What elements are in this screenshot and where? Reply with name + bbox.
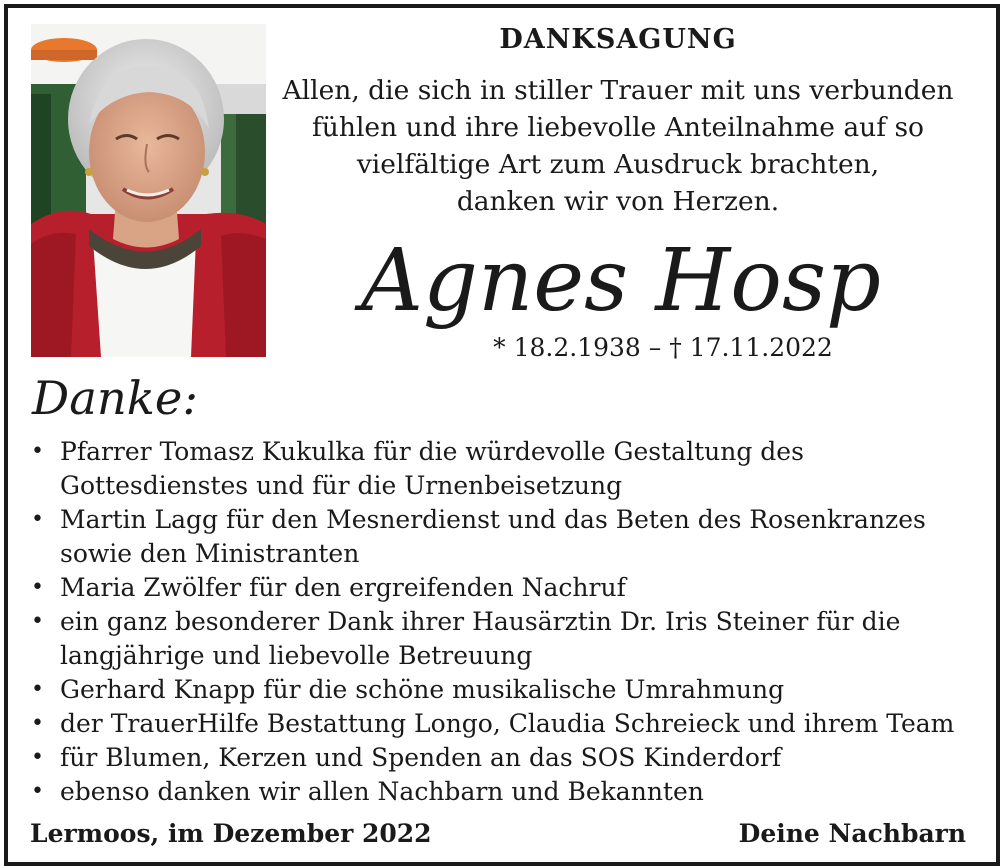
intro-line: danken wir von Herzen. (456, 186, 780, 217)
signature: Deine Nachbarn (738, 819, 966, 848)
list-item (28, 571, 978, 605)
intro-text (270, 72, 966, 220)
list-item-line: Maria Zwölfer für den ergreifenden Nachruf (60, 573, 626, 602)
life-dates: * 18.2.1938 – † 17.11.2022 (493, 333, 833, 362)
list-item-line: der TrauerHilfe Bestattung Longo, Claudia Schreieck und ihrem Team (60, 709, 955, 738)
list-item-line: ebenso danken wir allen Nachbarn und Bekannten (60, 777, 704, 806)
bullet-icon: • (31, 779, 44, 804)
deceased-name (346, 230, 896, 350)
thanks-list (28, 435, 978, 809)
portrait-image (31, 24, 266, 357)
bullet-icon: • (31, 575, 44, 600)
intro-line: Allen, die sich in stiller Trauer mit uns verbunden (282, 75, 954, 106)
list-item (28, 673, 978, 707)
thanks-heading-text: Danke: (30, 371, 198, 425)
bullet-icon: • (31, 507, 44, 532)
list-item-line: Gottesdienstes und für die Urnenbeisetzung (60, 471, 623, 500)
deceased-name-text: Agnes Hosp (354, 231, 882, 331)
bullet-icon: • (31, 677, 44, 702)
list-item-line: Pfarrer Tomasz Kukulka für die würdevolle Gestaltung des (60, 437, 804, 466)
list-item (28, 435, 978, 503)
bullet-icon: • (31, 439, 44, 464)
list-item (28, 707, 978, 741)
list-item (28, 775, 978, 809)
place-date: Lermoos, im Dezember 2022 (30, 819, 432, 848)
list-item (28, 741, 978, 775)
list-item-line: Gerhard Knapp für die schöne musikalische Umrahmung (60, 675, 785, 704)
page-title: DANKSAGUNG (499, 24, 737, 55)
list-item-line: für Blumen, Kerzen und Spenden an das SOS Kinderdorf (60, 743, 782, 772)
intro-line: fühlen und ihre liebevolle Anteilnahme auf so (312, 112, 924, 143)
list-item-line: Martin Lagg für den Mesnerdienst und das Beten des Rosenkranzes (60, 505, 926, 534)
bullet-icon: • (31, 609, 44, 634)
thanks-heading (28, 368, 218, 428)
bullet-icon: • (31, 745, 44, 770)
list-item (28, 605, 978, 673)
intro-line: vielfältige Art zum Ausdruck brachten, (356, 149, 880, 180)
bullet-icon: • (31, 711, 44, 736)
portrait-photo (31, 24, 266, 357)
obituary-card (4, 4, 1000, 866)
list-item (28, 503, 978, 571)
list-item-line: sowie den Ministranten (60, 539, 360, 568)
list-item-line: langjährige und liebevolle Betreuung (60, 641, 533, 670)
list-item-line: ein ganz besonderer Dank ihrer Hausärztin Dr. Iris Steiner für die (60, 607, 901, 636)
